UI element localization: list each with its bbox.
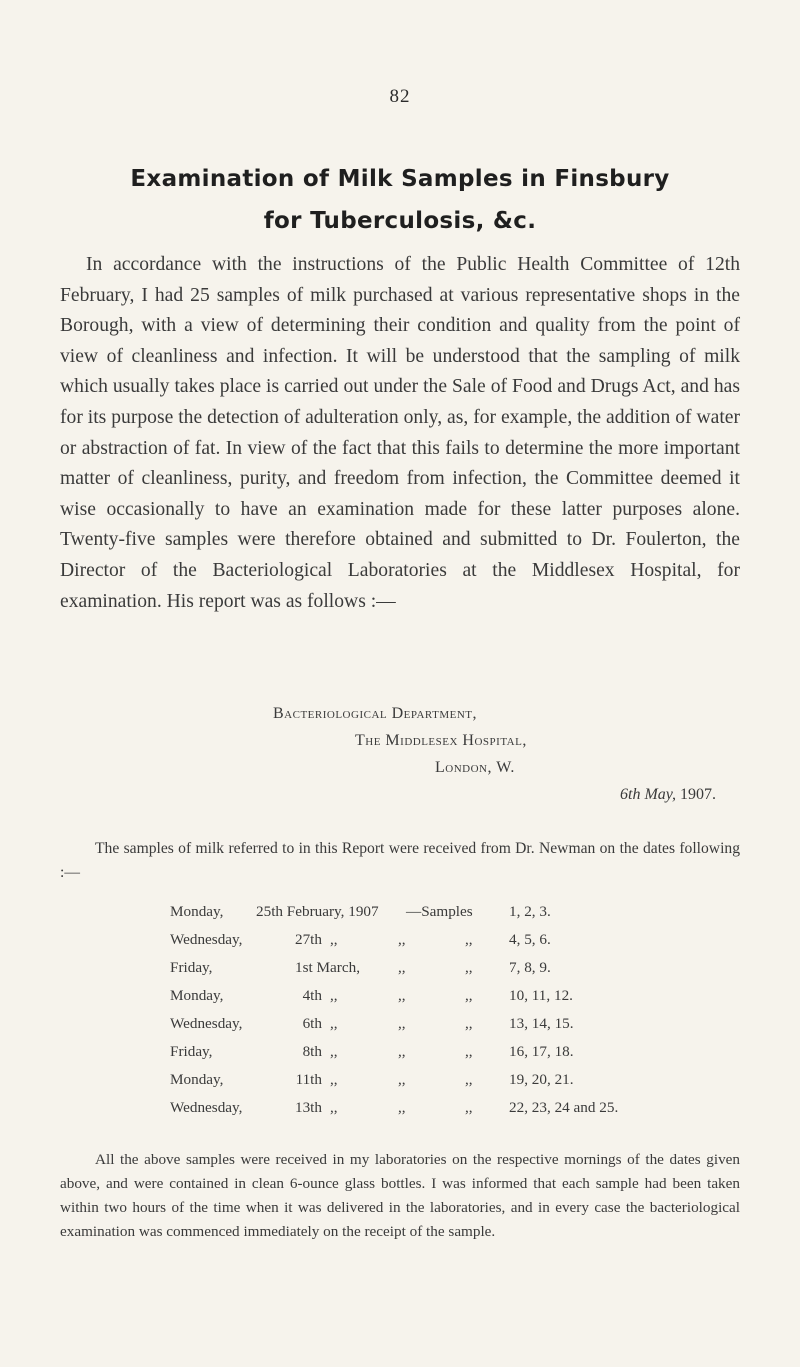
schedule-day: Friday, xyxy=(170,1043,213,1060)
schedule-row xyxy=(0,982,800,1010)
schedule-row xyxy=(0,926,800,954)
schedule-date: 25th February, 1907 xyxy=(256,903,379,920)
report-date xyxy=(620,781,716,808)
schedule-day: Wednesday, xyxy=(170,1015,243,1032)
schedule-ditto: ,, xyxy=(398,1099,406,1116)
schedule-ditto: ,, xyxy=(398,987,406,1004)
address-city: London, W. xyxy=(435,759,515,776)
schedule-label: ,, xyxy=(465,1099,473,1116)
schedule-ditto: ,, xyxy=(330,931,338,948)
schedule-label: ,, xyxy=(465,959,473,976)
schedule-label: —Samples xyxy=(406,903,473,920)
schedule-samples: 22, 23, 24 and 25. xyxy=(509,1099,619,1116)
schedule-ditto: ,, xyxy=(398,1015,406,1032)
schedule-ditto: ,, xyxy=(330,987,338,1004)
report-intro-paragraph: The samples of milk referred to in this Report were received from Dr. Newman on the dates following :— xyxy=(60,840,740,881)
title-line-2: for Tuberculosis, &c. xyxy=(263,208,537,234)
schedule-ditto: ,, xyxy=(398,931,406,948)
schedule-samples: 4, 5, 6. xyxy=(509,931,551,948)
schedule-samples: 19, 20, 21. xyxy=(509,1071,574,1088)
address-department: Bacteriological Department, xyxy=(273,705,477,722)
schedule-label: ,, xyxy=(465,1015,473,1032)
schedule-date: 4th xyxy=(302,987,322,1004)
schedule-row xyxy=(0,954,800,982)
schedule-row xyxy=(0,898,800,926)
schedule-samples: 1, 2, 3. xyxy=(509,903,551,920)
schedule-date: 27th xyxy=(294,931,322,948)
title-line-1: Examination of Milk Samples in Finsbury xyxy=(130,166,670,192)
closing-paragraph: All the above samples were received in my laboratories on the respective mornings of the dates given above, and were contained in clean 6-ounce glass bottles. I was informed that each sample had been taken within two hours of the time when it was delivered in the laboratories, and in every case the bacteriological examination was commenced immediately on the receipt of the sample. xyxy=(60,1151,740,1240)
schedule-day: Wednesday, xyxy=(170,931,243,948)
schedule-label: ,, xyxy=(465,987,473,1004)
schedule-ditto: ,, xyxy=(330,1099,338,1116)
schedule-label: ,, xyxy=(465,1043,473,1060)
schedule-ditto: ,, xyxy=(398,1043,406,1060)
schedule-date: 13th xyxy=(294,1099,322,1116)
schedule-samples: 7, 8, 9. xyxy=(509,959,551,976)
schedule-date: 8th xyxy=(302,1043,322,1060)
page-title xyxy=(100,158,700,242)
report-date-year: 1907. xyxy=(680,786,716,803)
report-date-day: 6th May, xyxy=(620,786,676,803)
schedule-ditto: ,, xyxy=(398,1071,406,1088)
intro-paragraph: In accordance with the instructions of the Public Health Committee of 12th February, I had 25 samples of milk purchased at various representative shops in the Borough, with a view of determining their condition and quality from the point of view of cleanliness and infection. It will be understood that the sampling of milk which usually takes place is carried out under the Sale of Food and Drugs Act, and has for its purpose the detection of adulteration only, as, for example, the addition of water or abstraction of fat. In view of the fact that this fails to determine the more important matter of cleanliness, purity, and freedom from infection, the Committee deemed it wise occasionally to have an examination made for these latter purposes alone. Twenty-five samples were therefore obtained and submitted to Dr. Foulerton, the Director of the Bacteriological Laboratories at the Middlesex Hospital, for examination. His report was as follows :— xyxy=(60,254,740,612)
schedule-ditto: ,, xyxy=(330,1043,338,1060)
schedule-ditto: ,, xyxy=(330,1071,338,1088)
schedule-samples: 10, 11, 12. xyxy=(509,987,573,1004)
schedule-row xyxy=(0,1066,800,1094)
schedule-ditto: ,, xyxy=(398,959,406,976)
schedule-row xyxy=(0,1038,800,1066)
schedule-samples: 16, 17, 18. xyxy=(509,1043,574,1060)
schedule-day: Monday, xyxy=(170,903,224,920)
schedule-samples: 13, 14, 15. xyxy=(509,1015,574,1032)
schedule-date: 11th xyxy=(295,1071,322,1088)
schedule-row xyxy=(0,1094,800,1122)
schedule-day: Wednesday, xyxy=(170,1099,243,1116)
schedule-day: Friday, xyxy=(170,959,213,976)
address-hospital: The Middlesex Hospital, xyxy=(355,732,527,749)
page-number: 82 xyxy=(389,86,411,107)
schedule-date: 6th xyxy=(302,1015,322,1032)
schedule-label: ,, xyxy=(465,931,473,948)
schedule-day: Monday, xyxy=(170,1071,224,1088)
schedule-label: ,, xyxy=(465,1071,473,1088)
schedule-date: 1st March, xyxy=(295,959,360,976)
schedule-ditto: ,, xyxy=(330,1015,338,1032)
schedule-row xyxy=(0,1010,800,1038)
schedule-day: Monday, xyxy=(170,987,224,1004)
